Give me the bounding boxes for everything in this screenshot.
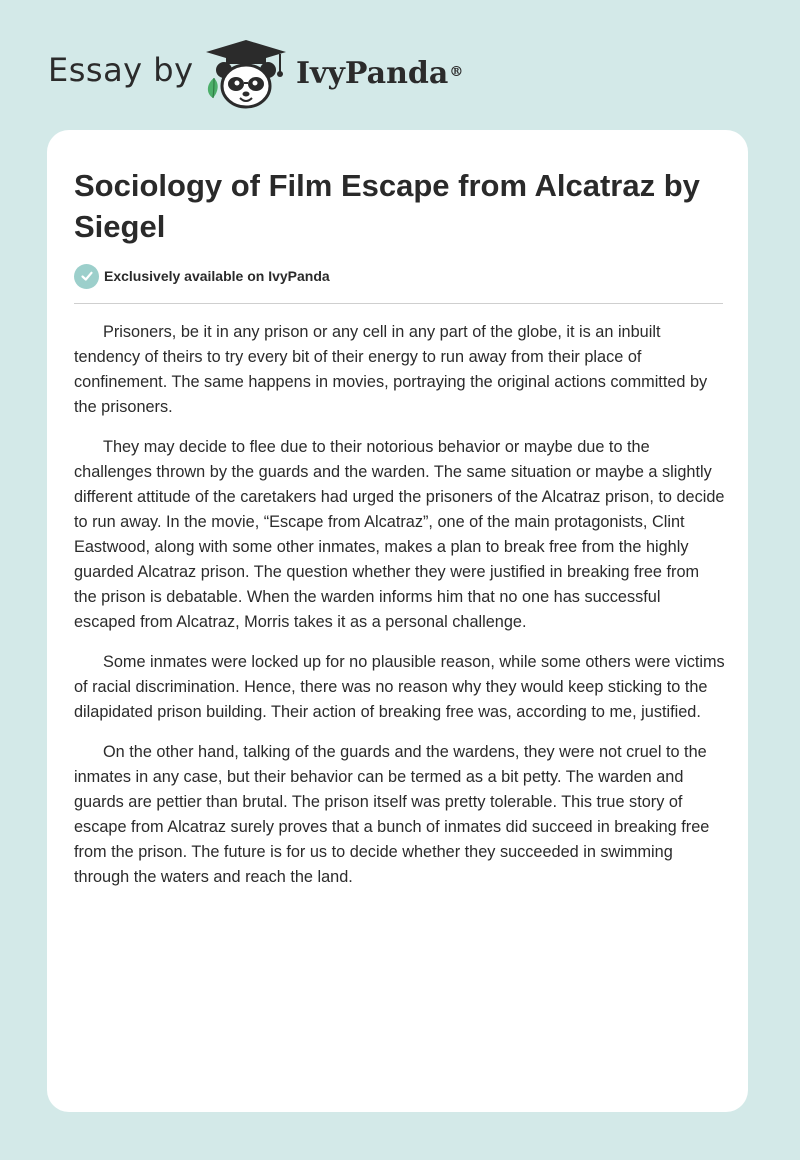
paragraph: On the other hand, talking of the guards and the wardens, they were not cruel to the inmates in any case, but their behavior can be termed as a bit petty. The warden and guards are pettier than brutal. The prison itself was pretty tolerable. This true story of escape from Alcatraz surely proves that a bunch of inmates did succeed in breaking free from the prison. The future is for us to decide whether they succeeded in swimming through the waters and reach the land. xyxy=(74,743,710,886)
registered-mark: ® xyxy=(449,64,464,80)
panda-graduate-icon[interactable] xyxy=(200,38,292,110)
essay-body xyxy=(74,320,726,905)
brand-text: IvyPanda xyxy=(296,56,449,91)
paragraph: They may decide to flee due to their notorious behavior or maybe due to the challenges thrown by the guards and the warden. The same situation or maybe a slightly different attitude of the caretakers had urged the prisoners of the Alcatraz prison, to decide to run away. In the movie, “Escape from Alcatraz”, one of the main protagonists, Clint Eastwood, along with some other inmates, makes a plan to break free from the highly guarded Alcatraz prison. The question whether they were justified in breaking free from the prison is debatable. When the warden informs him that no one has successful escaped from Alcatraz, Morris takes it as a personal challenge. xyxy=(74,438,725,631)
essay-card xyxy=(47,130,748,1112)
paragraph: Some inmates were locked up for no plausible reason, while some others were victims of racial discrimination. Hence, there was no reason why they would keep sticking to the dilapidated prison building. Their action of breaking free was, according to me, justified. xyxy=(74,653,725,721)
paragraph: Prisoners, be it in any prison or any cell in any part of the globe, it is an inbuilt tendency of theirs to try every bit of their energy to run away from their place of confinement. The same happens in movies, portraying the original actions committed by the prisoners. xyxy=(74,323,708,416)
divider xyxy=(74,303,723,304)
check-icon xyxy=(74,264,99,289)
brand-name[interactable] xyxy=(296,55,463,93)
essay-by-label: Essay by xyxy=(48,51,194,89)
exclusive-label: Exclusively available on IvyPanda xyxy=(104,268,330,284)
exclusive-notice xyxy=(74,263,330,289)
site-header xyxy=(0,0,800,120)
essay-title: Sociology of Film Escape from Alcatraz by Siegel xyxy=(74,168,700,244)
